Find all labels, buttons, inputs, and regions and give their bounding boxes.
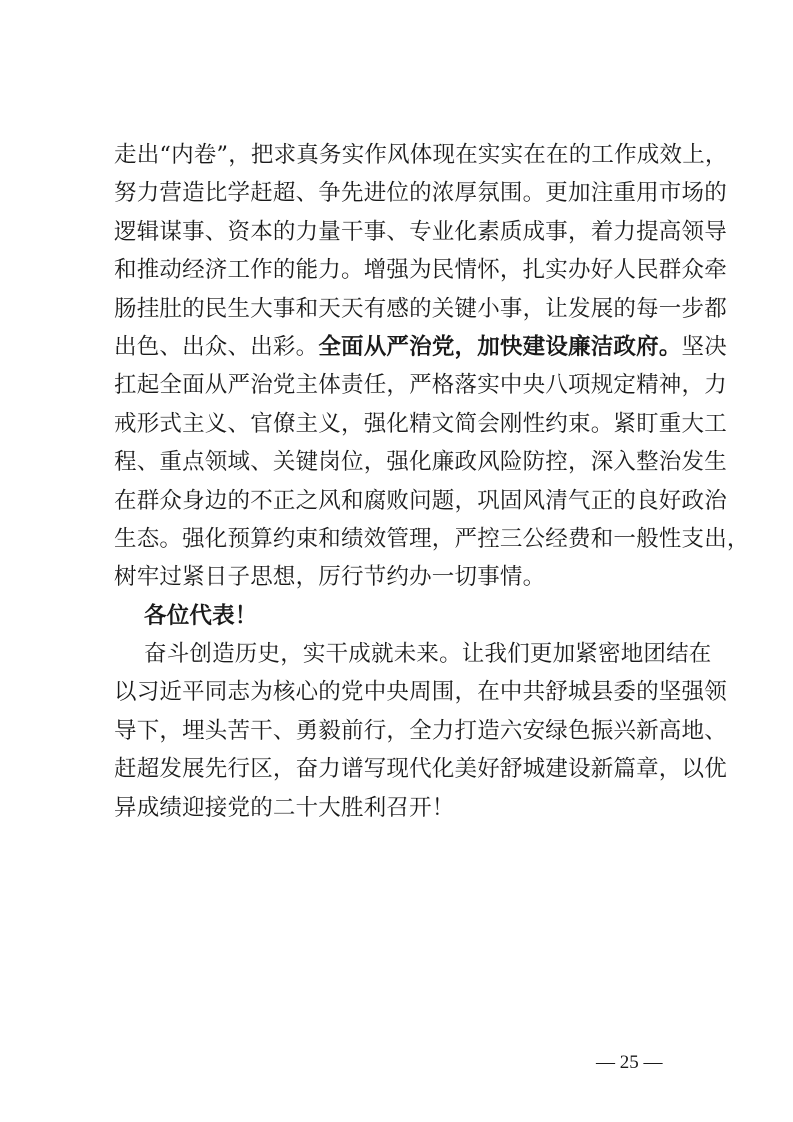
paragraph-line: 和推动经济工作的能力。增强为民情怀，扎实办好人民群众牵 [114,257,727,284]
paragraph-line: 走出“内卷”，把求真务实作风体现在实实在在的工作成效上， [114,142,728,168]
paragraph-line: 扛起全面从严治党主体责任，严格落实中央八项规定精神，力 [114,372,727,399]
paragraph-line: 奋斗创造历史，实干成就未来。让我们更加紧密地团结在 [144,641,712,668]
paragraph-line: 逻辑谋事、资本的力量干事、专业化素质成事，着力提高领导 [114,218,727,245]
paragraph-line: 生态。强化预算约束和绩效管理，严控三公经费和一般性支出， [114,525,750,552]
emphasis-heading: 全面从严治党，加快建设廉洁政府。 [318,333,682,360]
page-number: — 25 — [596,1052,663,1073]
paragraph-text: 出色、出众、出彩。 [114,333,319,360]
document-body [114,136,750,827]
paragraph-line: 异成绩迎接党的二十大胜利召开！ [114,794,455,821]
salutation: 各位代表！ [144,602,258,629]
paragraph-line: 以习近平同志为核心的党中央周围，在中共舒城县委的坚强领 [114,679,727,706]
paragraph-line: 导下，埋头苦干、勇毅前行，全力打造六安绿色振兴新高地、 [114,717,727,744]
paragraph-line: 程、重点领域、关键岗位，强化廉政风险防控，深入整治发生 [114,449,727,476]
paragraph-line: 树牢过紧日子思想，厉行节约办一切事情。 [114,564,546,591]
paragraph-line: 戒形式主义、官僚主义，强化精文简会刚性约束。紧盯重大工 [114,410,727,437]
paragraph-line: 努力营造比学赶超、争先进位的浓厚氛围。更加注重用市场的 [114,180,727,207]
paragraph-line-with-emphasis [114,328,727,366]
paragraph-text: 坚决 [681,333,727,360]
paragraph-line: 在群众身边的不正之风和腐败问题，巩固风清气正的良好政治 [114,487,727,514]
paragraph-line: 赶超发展先行区，奋力谱写现代化美好舒城建设新篇章，以优 [114,756,727,783]
paragraph-line: 肠挂肚的民生大事和天天有感的关键小事，让发展的每一步都 [114,295,727,322]
